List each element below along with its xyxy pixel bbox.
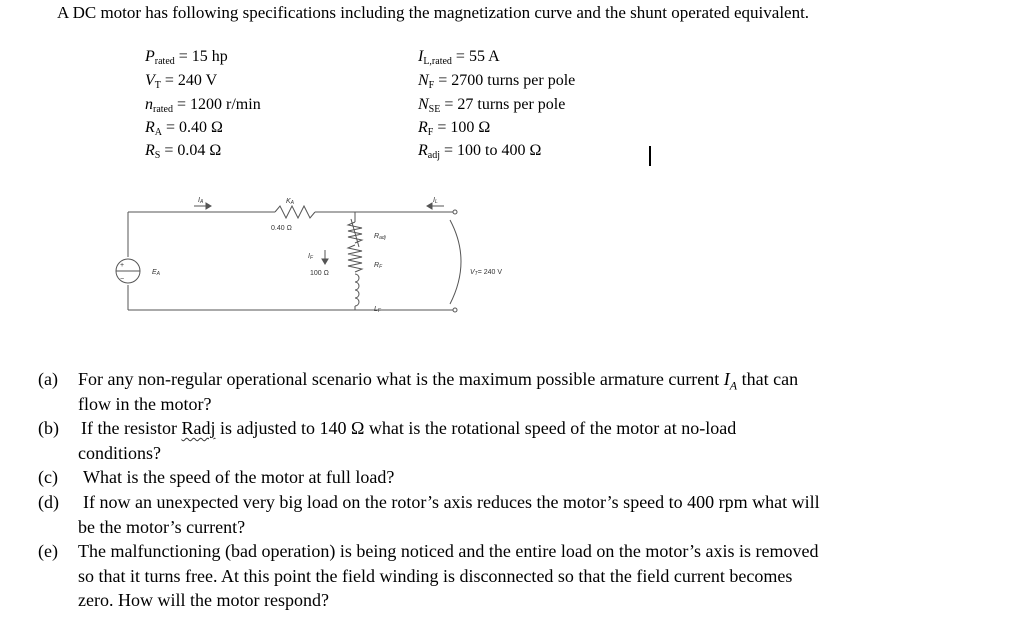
question-c: (c) What is the speed of the motor at full load? bbox=[38, 467, 395, 487]
spec-rs: $R_S = 0.04$ Ω bbox=[145, 142, 222, 161]
rf-value: 100 Ω bbox=[310, 270, 329, 277]
ea-plus-sign: + bbox=[120, 262, 125, 269]
ia-label: IA bbox=[198, 197, 204, 205]
circuit-diagram bbox=[110, 192, 540, 317]
question-e: (e) The malfunctioning (bad operation) is being noticed and the entire load on the motor’s axis is removed so that it turns free. At this point the field winding is disconnected so that the field current becomes zero. How will the motor respond? bbox=[38, 541, 819, 610]
if-label: IF bbox=[308, 253, 314, 261]
spec-ra: $R_A = 0.40$ Ω bbox=[145, 119, 223, 138]
ka-label: KA bbox=[286, 198, 295, 206]
question-b: (b) If the resistor Radj is adjusted to 140 Ω what is the rotational speed of the motor at no-load conditions? bbox=[38, 418, 737, 463]
armature-resistor-ra bbox=[275, 206, 315, 218]
text-cursor bbox=[649, 146, 651, 166]
spec-nse: $N_{SE} = 27$ turns per pole bbox=[418, 96, 566, 115]
spec-n-rated: $n_{rated} = 1200$ r/min bbox=[145, 96, 261, 115]
vt-label: VT= 240 V bbox=[470, 269, 503, 277]
ea-label: EA bbox=[152, 269, 161, 277]
ia-arrow-head bbox=[206, 203, 211, 209]
radj-label: Radj bbox=[374, 233, 386, 241]
ea-minus-sign: − bbox=[120, 276, 125, 283]
spec-vt: $V_T = 240$ V bbox=[145, 72, 218, 91]
if-arrow-head bbox=[322, 259, 328, 264]
rf-resistor bbox=[348, 245, 362, 272]
vt-bracket bbox=[450, 220, 461, 304]
lf-label: LF bbox=[374, 306, 381, 314]
spec-p-rated: $P_{rated} = 15$ hp bbox=[145, 48, 228, 67]
spec-il-rated: $I_{L,rated} = 55$ A bbox=[418, 48, 500, 67]
ra-value: 0.40 Ω bbox=[271, 225, 292, 232]
question-d: (d) If now an unexpected very big load on the rotor’s axis reduces the motor’s speed to 400 rpm what will be the motor’s current? bbox=[38, 492, 820, 537]
spec-rf: $R_F = 100$ Ω bbox=[418, 119, 491, 138]
question-a: (a) For any non-regular operational scenario what is the maximum possible armature current $I_A$ that can flow in the motor? bbox=[38, 369, 799, 414]
spec-nf: $N_F = 2700$ turns per pole bbox=[418, 72, 576, 91]
il-arrow-head bbox=[427, 203, 432, 209]
problem-title: A DC motor has following specifications including the magnetization curve and the shunt operated equivalent. bbox=[57, 3, 810, 22]
terminal-top bbox=[453, 210, 457, 214]
terminal-bottom bbox=[453, 308, 457, 312]
radj-term: Radj bbox=[181, 418, 216, 438]
il-label: IL bbox=[433, 197, 438, 205]
lf-inductor bbox=[355, 274, 359, 306]
spec-radj: $R_{adj} = 100$ to 400 Ω bbox=[418, 142, 542, 161]
rf-label: RF bbox=[374, 262, 383, 270]
